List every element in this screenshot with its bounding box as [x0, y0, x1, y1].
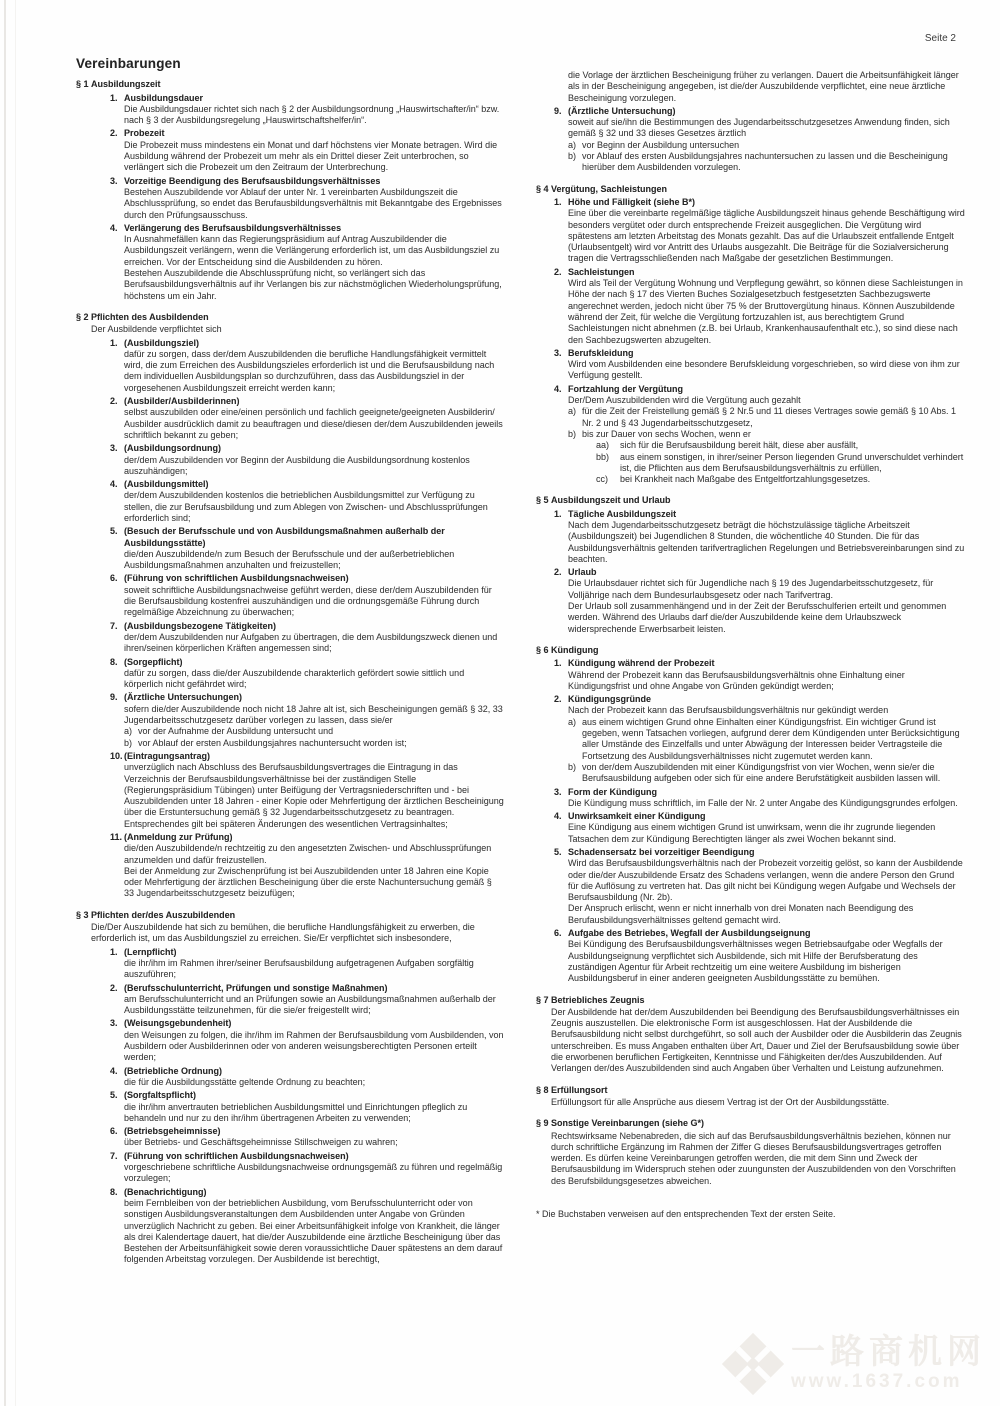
paragraph: Wird vom Ausbildenden eine besondere Berufskleidung vorgeschrieben, so wird diese von ihm zur Verfügung gestellt.	[568, 359, 960, 381]
section-heading	[536, 1085, 966, 1096]
sub-clause-body	[620, 474, 966, 485]
paragraph: Wird als Teil der Vergütung Wohnung und Verpflegung gewährt, so können diese Sachleistungen in Höhe der nach § 17 des Vierten Buches Sozialgesetzbuch festgesetzten Sachbezugswerte angerechnet werden, jedoch nicht über 75 % der Bruttovergütung hinaus. Können Auszubildende während der Zeit, für welche die Vergütung fortzuzahlen ist, aus berechtigtem Grund Sachleistungen nicht abnehmen (z.B. bei Urlaub, Krankenhausaufenthalt etc.), so sind diese nach den Sachbezugswerten abzugelten.	[568, 278, 963, 345]
sub-clause-body	[582, 717, 966, 762]
sub-clause-body	[582, 151, 966, 174]
section-paragraph-sign: § 5	[536, 495, 549, 506]
sub-clause-marker: cc)	[596, 474, 608, 485]
clause-title: (Lernpflicht)	[124, 946, 177, 957]
sub-clause-body	[138, 726, 504, 737]
clause-number: 3.	[554, 786, 562, 797]
section-intro-paragraph: Die/Der Auszubildende hat sich zu bemühen, die berufliche Handlungsfähigkeit zu erwerben, die erforderlich ist, um das Ausbildungsziel zu erreichen. Sie/Er verpflichtet sich insbesondere,	[91, 922, 475, 944]
clause-body	[568, 694, 966, 784]
clause-title: (Betriebliche Ordnung)	[124, 1065, 223, 1076]
clause-item	[110, 526, 504, 571]
paragraph: bei Krankheit nach Maßgabe des Entgeltfortzahlungsgesetzes.	[620, 474, 871, 485]
paragraph: über Betriebs- und Geschäftsgeheimnisse Stillschweigen zu wahren;	[124, 1137, 398, 1148]
clause-body	[124, 1126, 504, 1149]
paragraph: vor Ablauf der ersten Ausbildungsjahres nachuntersucht worden ist;	[138, 737, 407, 748]
clause-body	[568, 267, 966, 346]
clause-body	[124, 573, 504, 618]
clause-title: Aufgabe des Betriebes, Wegfall der Ausbildungseignung	[568, 928, 811, 939]
clause-number: 5.	[110, 1090, 118, 1101]
paragraph: Eine Kündigung aus einem wichtigen Grund ist unwirksam, wenn die ihr zugrunde liegenden Tatsachen dem zur Kündigung Berechtigten länger als zwei Wochen bekannt sind.	[568, 822, 936, 844]
clause-title: (Ausbildungsordnung)	[124, 443, 221, 454]
paragraph: sich für die Berufsausbildung bereit hält, diese aber ausfällt,	[620, 440, 859, 451]
clause-title: Verlängerung des Berufsausbildungsverhältnisses	[124, 222, 342, 233]
paragraph: den Weisungen zu folgen, die ihr/ihm im Rahmen der Berufsausbildung vom Ausbildenden, von Ausbildern oder Ausbilderinnen oder von anderen weisungsberechtigten Personen erteilt werden;	[124, 1029, 504, 1063]
clause-item	[110, 1126, 504, 1149]
clause-title: (Ärztliche Untersuchungen)	[124, 692, 243, 703]
clause-number: 5.	[554, 847, 562, 857]
sub-clause-marker: b)	[124, 737, 133, 748]
section	[76, 910, 504, 1266]
clause-number: 3.	[110, 1018, 118, 1029]
clause-item	[110, 751, 504, 830]
section-title: Pflichten der/des Auszubildenden	[91, 909, 236, 920]
paragraph: Nach der Probezeit kann das Berufsausbildungsverhältnis nur gekündigt werden	[568, 705, 889, 716]
section-title: Ausbildungszeit	[91, 79, 161, 90]
clause-number: 4.	[554, 383, 562, 394]
paragraph: die Vorlage der ärztlichen Bescheinigung früher zu verlangen. Dauert die Arbeitsunfähigkeit länger als in der Bescheinigung angegeben, ist die/der Auszubildende verpflichtet, eine neue ärztliche Bescheinigung vorzulegen.	[568, 70, 959, 103]
clause-number: 1.	[554, 658, 562, 669]
sub-clause-marker: b)	[568, 151, 577, 162]
paragraph: Die Ausbildungsdauer richtet sich nach § 2 der Ausbildungsordnung „Hauswirtschafter/in“ bzw. nach § 3 der Ausbildungsregelung „Hauswirtschaftshelfer/in“.	[124, 103, 500, 126]
paragraph: die ihr/ihm anvertrauten betrieblichen Ausbildungsmittel und Einrichtungen pfleglich zu behandeln und nur zu den ihr/ihm übertragenen Arbeiten zu verwenden;	[124, 1101, 468, 1123]
section-heading	[76, 79, 504, 90]
clause-number: 7.	[110, 620, 118, 631]
sub-clause	[596, 440, 966, 451]
section	[76, 79, 504, 302]
paragraph: Bestehen Auszubildende die Abschlussprüfung nicht, so verlängert sich das Berufsausbildungsverhältnis auf ihr Verlangen bis zur nächstmöglichen Wiederholungsprüfung, höchstens um ein Jahr.	[124, 268, 502, 301]
clause-body	[568, 197, 966, 265]
paragraph: aus einem sonstigen, in ihrer/seiner Person liegenden Grund unverschuldet verhindert ist, die Pflichten aus dem Berufsausbildungsverhältnis zu erfüllen,	[620, 451, 964, 473]
clause-item	[110, 1066, 504, 1089]
clause-body	[568, 70, 966, 104]
clause-number	[554, 70, 568, 104]
sub-clause-body	[582, 140, 966, 151]
sub-clause	[596, 474, 966, 485]
paragraph: soweit schriftliche Ausbildungsnachweise geführt werden, diese der/dem Auszubildenden für die Berufsausbildung kostenfrei auszuhändigen und die ordnungsgemäße Führung durch regelmäßige Abzeichnung zu überwachen;	[124, 584, 492, 618]
section-paragraph-sign: § 3	[76, 909, 89, 920]
paragraph: Nach dem Jugendarbeitsschutzgesetz beträgt die höchstzulässige tägliche Arbeitszeit (Ausbildungszeit) bei Jugendlichen 8 Stunden, die wöchentliche 40 Stunden. Die für das Ausbildungsverhältnis geltenden tarifvertraglichen Regelungen und Betriebsvereinbarungen sind zu beachten.	[568, 519, 965, 564]
clause-number: 2.	[554, 567, 562, 578]
section-heading	[536, 495, 966, 506]
clause-item	[110, 621, 504, 655]
paragraph: dafür zu sorgen, dass der/dem Auszubildenden die berufliche Handlungsfähigkeit vermittelt wird, die zum Erreichen des Ausbildungszieles erforderlich ist und die Berufsausbildung nach dem individuellen Ausbildungsplan so durchzuführen, dass das Ausbildungsziel in der vorgesehenen Ausbildungszeit erreicht werden kann;	[124, 348, 495, 393]
clause-title: Ausbildungsdauer	[124, 92, 204, 103]
sub-clause	[568, 151, 966, 174]
clause-number: 3.	[110, 443, 118, 454]
clause-body	[124, 657, 504, 691]
clause-body	[568, 847, 966, 926]
clause-title: Tägliche Ausbildungszeit	[568, 508, 677, 519]
clause-body	[124, 479, 504, 524]
section	[536, 184, 966, 486]
section-intro-paragraph: Der Ausbildende hat der/dem Auszubildenden bei Beendigung des Berufsausbildungsverhältnisses ein Zeugnis auszustellen. Die elektronische Form ist ausgeschlossen. Hat der Ausbildende die Berufsausbildung nicht selbst durchgeführt, so soll auch der Ausbilder oder die Ausbilderin das Zeugnis unterschreiben. Es muss Angaben enthalten über Art, Dauer und Ziel der Berufsausbildung sowie über die erworbenen beruflichen Fertigkeiten, Kenntnisse und Fähigkeiten der/des Auszubildenden. Auf Verlangen der/des Auszubildenden sind auch Angaben über Verhalten und Leistung aufzunehmen.	[551, 1006, 962, 1074]
paragraph: sofern die/der Auszubildende noch nicht 18 Jahre alt ist, sich Bescheinigungen gemäß § 32, 33 Jugendarbeitsschutzgesetz darüber vorlegen zu lassen, dass sie/er	[124, 703, 503, 726]
clause-title: Probezeit	[124, 128, 165, 139]
sub-clause	[568, 717, 966, 762]
clause-body	[124, 396, 504, 441]
paragraph: die ihr/ihm im Rahmen ihrer/seiner Berufsausbildung aufgetragenen Aufgaben sorgfältig auszuführen;	[124, 957, 474, 980]
clause-title: Kündigungsgründe	[568, 694, 651, 705]
section-heading	[76, 312, 504, 323]
clause-number: 4.	[110, 1065, 118, 1076]
paragraph: soweit auf sie/ihn die Bestimmungen des Jugendarbeitsschutzgesetzes Anwendung finden, sich gemäß § 32 und 33 dieses Gesetzes ärztlich	[568, 117, 950, 139]
sub-clause-body	[582, 762, 966, 785]
sub-clause-marker: a)	[568, 406, 577, 417]
clause-item	[110, 1090, 504, 1124]
clause-title: Form der Kündigung	[568, 786, 657, 797]
clause-number: 11.	[110, 832, 123, 842]
clause-body	[124, 443, 504, 477]
clause-number: 4.	[110, 222, 118, 233]
clause-item	[110, 1151, 504, 1185]
watermark-site-name: 一路商机网	[791, 1333, 986, 1371]
clause-title: Berufskleidung	[568, 347, 634, 358]
clause-number: 8.	[110, 656, 118, 667]
sub-clause	[596, 452, 966, 475]
section-paragraph-sign: § 4	[536, 183, 549, 194]
section-title: Erfüllungsort	[551, 1084, 608, 1095]
paragraph: die/den Auszubildende/n rechtzeitig zu den angesetzten Zwischen- und Abschlussprüfungen anzumelden und dafür freizustellen.	[124, 843, 492, 865]
sub-clause-body	[582, 406, 966, 429]
clause-item	[110, 1018, 504, 1063]
clause-title: Fortzahlung der Vergütung	[568, 383, 683, 394]
clause-body	[124, 93, 504, 127]
clause-number: 6.	[110, 1126, 118, 1137]
clause-body	[124, 947, 504, 981]
clause-body	[124, 223, 504, 302]
clause-body	[124, 832, 504, 900]
section-intro-paragraph: Der Ausbildende verpflichtet sich	[91, 324, 222, 335]
clause-number: 7.	[110, 1150, 118, 1161]
clause-title: (Ausbildungsziel)	[124, 337, 199, 348]
clause-title: Kündigung während der Probezeit	[568, 658, 715, 669]
clause-title: (Ausbildungsbezogene Tätigkeiten)	[124, 620, 277, 631]
clause-body	[568, 787, 966, 810]
paragraph: vorgeschriebene schriftliche Ausbildungsnachweise ordnungsgemäß zu führen und regelmäßig vorzulegen;	[124, 1162, 503, 1184]
clause-number: 5.	[110, 526, 118, 537]
clause-item	[110, 396, 504, 441]
clause-title: (Ausbildungsmittel)	[124, 479, 209, 490]
paragraph: In Ausnahmefällen kann das Regierungspräsidium auf Antrag Auszubildender die Ausbildungszeit verlängern, wenn die Verlängerung erforderlich ist, um das Ausbildungsziel zu erreichen. Vor der Entscheidung sind die Ausbildenden zu hören.	[124, 234, 500, 267]
paragraph: vor der Aufnahme der Ausbildung untersucht und	[138, 726, 334, 737]
watermark-logo-icon	[722, 1333, 784, 1395]
section-title: Pflichten des Ausbildenden	[91, 311, 209, 322]
sub-clause-body	[138, 738, 504, 749]
clause-body	[124, 1066, 504, 1089]
clause-number: 9.	[110, 692, 118, 703]
section-paragraph-sign: § 2	[76, 311, 89, 322]
watermark-url: www.1637.com	[791, 1371, 963, 1392]
clause-number: 3.	[110, 175, 118, 186]
clause-body	[124, 128, 504, 173]
paragraph: Bei der Anmeldung zur Zwischenprüfung ist bei Auszubildenden unter 18 Jahren eine Kopie oder Mehrfertigung der ärztlichen Bescheinigung über die erste Nachuntersuchung gemäß § 33 Jugendarbeitsschutzgesetz beizufügen;	[124, 865, 492, 899]
clause-number: 8.	[110, 1186, 118, 1197]
paragraph: Bestehen Auszubildende vor Ablauf der unter Nr. 1 vereinbarten Ausbildungszeit die Abschlussprüfung, so endet das Berufausbildungsverhältnis mit Bekanntgabe des Ergebnisses durch den Prüfungsausschuss.	[124, 186, 502, 220]
clause-number: 2.	[554, 266, 562, 277]
clause-title: (Sorgfaltspflicht)	[124, 1090, 196, 1101]
paragraph: Der/Dem Auszubildenden wird die Vergütung auch gezahlt	[568, 395, 801, 406]
section	[536, 495, 966, 635]
paragraph: aus einem wichtigen Grund ohne Einhalten einer Kündigungsfrist. Ein wichtiger Grund ist gegeben, wenn Tatsachen vorliegen, aufgrund derer dem Kündigenden unter Berücksichtigung aller Umstände des Einzelfalls und unter Abwägung der Interessen beider Vertragsteile die Fortsetzung des Ausbildungsverhältnisses nicht zugemutet werden kann.	[582, 716, 960, 761]
paragraph: Bei Kündigung des Berufsausbildungsverhältnisses wegen Betriebsaufgabe oder Wegfalls der Ausbildungseignung verpflichtet sich Ausbildende, sich mit Hilfe der Berufsberatung des zuständigen Agentur für Arbeit rechtzeitig um eine weitere Ausbildung im bisherigen Ausbildungsberuf in einer anderen geeigneten Ausbildungsstätte zu bemühen.	[568, 939, 943, 984]
paragraph: der/dem Auszubildenden kostenlos die betrieblichen Ausbildungsmittel zur Verfügung zu stellen, die zur Berufsausbildung und zum Ablegen von Zwischen- und Abschlussprüfungen erforderlich sind;	[124, 490, 488, 523]
section	[536, 645, 966, 985]
clause-item	[110, 692, 504, 748]
clause-body	[568, 658, 966, 692]
paragraph: Die Probezeit muss mindestens ein Monat und darf höchstens vier Monate betragen. Wird die Ausbildung während der Probezeit um mehr als ein Drittel dieser Zeit unterbrochen, so verlängert sich die Probezeit um den Zeitraum der Unterbrechung.	[124, 139, 498, 173]
clause-body	[124, 176, 504, 221]
section	[536, 1118, 966, 1187]
clause-item	[110, 223, 504, 302]
clause-body	[124, 338, 504, 394]
clause-number: 4.	[110, 479, 118, 490]
paragraph: vor Beginn der Ausbildung untersuchen	[582, 139, 740, 150]
paragraph: Während der Probezeit kann das Berufsausbildungsverhältnis ohne Einhaltung einer Kündigungsfrist und ohne Angabe von Gründen gekündigt werden;	[568, 669, 905, 691]
paragraph: unverzüglich nach Abschluss des Berufsausbildungsvertrages die Eintragung in das Verzeichnis der Berufsausbildungsverhältnisse bei der zuständigen Stelle (Regierungspräsidium Tübingen) unter Beifügung der Vertragsniederschriften und - bei Auszubildenden unter 18 Jahren - einer Kopie oder Mehrfertigung der ärztlichen Bescheinigung über die Erstuntersuchung gemäß § 32 Jugendarbeitsschutzgesetz zu beantragen. Entsprechendes gilt bei späteren Änderungen des wesentlichen Vertragsinhaltes;	[124, 762, 504, 829]
page-number: Seite 2	[924, 33, 956, 44]
clause-body	[568, 811, 966, 845]
clause-body	[124, 983, 504, 1017]
clause-body	[568, 509, 966, 565]
scan-edge-line	[4, 0, 6, 1406]
clause-item	[110, 657, 504, 691]
clause-number: 9.	[554, 105, 562, 116]
clause-item	[110, 573, 504, 618]
clause-item	[554, 384, 966, 486]
section-heading	[536, 645, 966, 656]
sub-clause-body	[620, 440, 966, 451]
clause-body	[568, 384, 966, 486]
section-intro-paragraph: Erfüllungsort für alle Ansprüche aus diesem Vertrag ist der Ort der Ausbildungsstätte.	[551, 1096, 890, 1107]
section	[76, 312, 504, 900]
sub-clause-marker: bb)	[596, 451, 610, 462]
sub-clause-body	[582, 429, 966, 485]
clause-title: (Ärztliche Untersuchung)	[568, 105, 676, 116]
clause-item	[554, 787, 966, 810]
clause-body	[568, 567, 966, 635]
sub-clause	[568, 406, 966, 429]
clause-item	[554, 106, 966, 174]
paragraph: selbst auszubilden oder eine/einen persönlich und fachlich geeignete/geeigneten Ausbilderin/ Ausbilder ausdrücklich damit zu beauftragen und diese/diesen der/dem Auszubildenden jeweils schriftlich bekannt zu geben;	[124, 407, 503, 440]
paragraph: Der Anspruch erlischt, wenn er nicht innerhalb von drei Monaten nach Beendigung des Berufausbildungsverhältnisses geltend gemacht wird.	[568, 903, 914, 925]
paragraph: dafür zu sorgen, dass die/der Auszubildende charakterlich gefördert sowie sittlich und körperlich nicht gefährdet wird;	[124, 667, 465, 690]
clause-number: 4.	[554, 811, 562, 822]
paragraph: Der Urlaub soll zusammenhängend und in der Zeit der Berufsschulferien erteilt und genommen werden. Während des Urlaubs darf die/der Auszubildende keine dem Urlaubszweck widersprechende Erwerbsarbeit leisten.	[568, 601, 947, 634]
clause-item	[110, 338, 504, 394]
clause-number: 2.	[110, 128, 118, 139]
clause-title: Schadensersatz bei vorzeitiger Beendigung	[568, 847, 755, 857]
paragraph: der/dem Auszubildenden nur Aufgaben zu übertragen, die dem Ausbildungszweck dienen und ihren/seinen körperlichen Kräften angemessen sind;	[124, 631, 498, 654]
clause-item	[110, 443, 504, 477]
clause-number: 2.	[110, 982, 118, 993]
watermark-text	[791, 1334, 986, 1394]
sub-clause-marker: a)	[568, 139, 577, 150]
clause-number: 1.	[554, 196, 562, 207]
clause-body	[568, 106, 966, 174]
section-paragraph-sign: § 1	[76, 79, 89, 90]
clause-number: 2.	[110, 396, 118, 407]
sub-clause-marker: a)	[568, 716, 577, 727]
section-heading	[536, 1118, 966, 1129]
clause-item	[554, 928, 966, 984]
paragraph: von der/dem Auszubildenden mit einer Kündigungsfrist von vier Wochen, wenn sie/er die Berufsausbildung aufgeben oder sich für eine andere Berufstätigkeit ausbilden lassen will.	[582, 761, 941, 784]
clause-body	[568, 928, 966, 984]
clause-item	[110, 93, 504, 127]
clause-item	[554, 847, 966, 926]
clause-body	[124, 621, 504, 655]
clause-item	[554, 509, 966, 565]
sub-clause	[568, 429, 966, 485]
clause-title: Unwirksamkeit einer Kündigung	[568, 811, 706, 822]
section-heading	[536, 184, 966, 195]
paragraph: die für die Ausbildungsstätte geltende Ordnung zu beachten;	[124, 1076, 366, 1087]
section-paragraph-sign: § 6	[536, 644, 549, 655]
clause-item	[110, 479, 504, 524]
clause-title: (Ausbilder/Ausbilderinnen)	[124, 396, 240, 407]
clause-title: Vorzeitige Beendigung des Berufsausbildungsverhältnisses	[124, 175, 381, 186]
sub-clause-marker: a)	[124, 726, 133, 737]
clause-title: (Anmeldung zur Prüfung)	[124, 832, 233, 842]
section-paragraph-sign: § 9	[536, 1118, 549, 1129]
clause-item	[110, 1187, 504, 1266]
sub-clause	[124, 726, 504, 737]
clause-item	[554, 197, 966, 265]
clause-item	[554, 811, 966, 845]
clause-item	[554, 694, 966, 784]
clause-title: (Weisungsgebundenheit)	[124, 1018, 232, 1029]
paragraph: der/dem Auszubildenden vor Beginn der Ausbildung die Ausbildungsordnung kostenlos auszuhändigen;	[124, 454, 470, 476]
clause-number: 2.	[554, 694, 562, 705]
section-intro-paragraph: Rechtswirksame Nebenabreden, die sich auf das Berufsausbildungsverhältnis beziehen, können nur durch schriftliche Ergänzung im Rahmen der Ziffer G dieses Berufsausbildungsvertrages getroffen werden. Es dürfen keine Vereinbarungen getroffen werden, die mit dem Sinn und Zweck der Berufsausbildung im Widerspruch stehen oder zuungunsten der Auszubildenden von den Vorschriften des Berufsbildungsgesetzes abweichen.	[551, 1130, 956, 1186]
clause-number: 1.	[110, 337, 118, 348]
paragraph: die/den Auszubildende/n zum Besuch der Berufsschule und der außerbetrieblichen Ausbildungsmaßnahmen anzuhalten und freizustellen;	[124, 548, 455, 571]
clause-number: 1.	[110, 946, 118, 957]
sub-clause	[124, 738, 504, 749]
clause-item	[554, 348, 966, 382]
right-column	[536, 68, 966, 1220]
clause-body	[124, 1018, 504, 1063]
section-title: Sonstige Vereinbarungen (siehe G*)	[551, 1118, 705, 1129]
clause-item	[554, 267, 966, 346]
clause-item	[110, 128, 504, 173]
clause-number: 6.	[110, 573, 118, 584]
clause-item	[554, 70, 966, 104]
paragraph: Wird das Berufsausbildungsverhältnis nach der Probezeit vorzeitig gelöst, so kann der Ausbildende oder die/der Auszubildende Ersatz des Schadens verlangen, wenn die andere Person den Grund für die Auflösung zu vertreten hat. Das gilt nicht bei Kündigung wegen Aufgabe und Wechsels der Berufsausbildung (Nr. 2b).	[568, 858, 963, 903]
section-heading	[76, 910, 504, 921]
clause-body	[124, 1187, 504, 1266]
clause-body	[124, 526, 504, 571]
paragraph: Die Kündigung muss schriftlich, im Falle der Nr. 2 unter Angabe des Kündigungsgrundes erfolgen.	[568, 797, 958, 808]
clause-title: (Benachrichtigung)	[124, 1186, 207, 1197]
clause-item	[110, 983, 504, 1017]
clause-title: Höhe und Fälligkeit (siehe B*)	[568, 196, 696, 207]
clause-number: 1.	[554, 508, 562, 519]
section-heading	[536, 995, 966, 1006]
section-paragraph-sign: § 7	[536, 994, 549, 1005]
sub-clause	[568, 762, 966, 785]
clause-number: 10.	[110, 750, 123, 761]
scan-edge-line-faint	[15, 0, 16, 1406]
clause-body	[124, 692, 504, 748]
clause-body	[124, 1151, 504, 1185]
sub-clause-marker: aa)	[596, 440, 610, 451]
clause-title: (Eintragungsantrag)	[124, 750, 211, 761]
clause-item	[110, 947, 504, 981]
paragraph: bis zur Dauer von sechs Wochen, wenn er	[582, 428, 751, 439]
footnote: * Die Buchstaben verweisen auf den entsprechenden Text der ersten Seite.	[536, 1209, 836, 1220]
section-paragraph-sign: § 8	[536, 1084, 549, 1095]
paragraph: vor Ablauf des ersten Ausbildungsjahres nachuntersuchen zu lassen und die Bescheinigung hierüber dem Ausbildenden vorzulegen.	[582, 151, 948, 173]
clause-item	[110, 176, 504, 221]
clause-title: (Besuch der Berufsschule und von Ausbildungsmaßnahmen außerhalb der Ausbildungsstätte)	[124, 526, 445, 548]
clause-item	[110, 832, 504, 900]
sub-clause-marker: b)	[568, 428, 577, 439]
clause-title: (Sorgepflicht)	[124, 656, 183, 667]
section	[536, 1085, 966, 1109]
paragraph: für die Zeit der Freistellung gemäß § 2 Nr.5 und 11 dieses Vertrages sowie gemäß § 10 Abs. 1 Nr. 2 und § 43 Jugendarbeitsschutzgesetz,	[582, 406, 957, 428]
clause-number: 6.	[554, 928, 562, 939]
clause-title: Urlaub	[568, 567, 597, 578]
clause-body	[568, 348, 966, 382]
paragraph: am Berufsschulunterricht und an Prüfungen sowie an Ausbildungsmaßnahmen außerhalb der Ausbildungsstätte teilzunehmen, für die sie/er freigestellt wird;	[124, 993, 496, 1016]
section-continuation	[536, 70, 966, 174]
clause-title: (Führung von schriftlichen Ausbildungsnachweisen)	[124, 573, 349, 584]
paragraph: Die Urlaubsdauer richtet sich für Jugendliche nach § 19 des Jugendarbeitsschutzgesetz, für Volljährige nach dem Bundesurlaubsgesetz oder nach Tarifvertrag.	[568, 578, 934, 600]
clause-title: (Betriebsgeheimnisse)	[124, 1126, 221, 1137]
watermark	[731, 1334, 986, 1394]
clause-title: (Führung von schriftlichen Ausbildungsnachweisen)	[124, 1150, 349, 1161]
clause-number: 1.	[110, 92, 118, 103]
clause-title: (Berufsschulunterricht, Prüfungen und sonstige Maßnahmen)	[124, 982, 388, 993]
section	[536, 995, 966, 1075]
clause-item	[554, 658, 966, 692]
paragraph: Eine über die vereinbarte regelmäßige tägliche Ausbildungszeit hinaus gehende Beschäftigung wird besonders vergütet oder durch entsprechende Freizeit ausgeglichen. Die Vergütung wird spätestens am letzten Arbeitstag des Monats gezahlt. Das auf die Urlaubszeit entfallende Entgelt (Urlaubsentgelt) wird vor Antritt des Urlaubs ausgezahlt. Die Beiträge für die Sozialversicherung tragen die Vertragsschließenden nach Maßgabe der gesetzlichen Bestimmungen.	[568, 208, 965, 264]
section-title: Kündigung	[551, 644, 599, 655]
clause-item	[554, 567, 966, 635]
section-title: Betriebliches Zeugnis	[551, 994, 645, 1005]
clause-body	[124, 1090, 504, 1124]
sub-clause	[568, 140, 966, 151]
document-title: Vereinbarungen	[76, 56, 181, 71]
sub-clause-marker: b)	[568, 761, 577, 772]
section-title: Ausbildungszeit und Urlaub	[551, 495, 671, 506]
paragraph: beim Fernbleiben von der betrieblichen Ausbildung, vom Berufsschulunterricht oder von sonstigen Ausbildungsveranstaltungen dem Ausbildenden unter Angabe von Gründen unverzüglich Nachricht zu geben. Bei einer Arbeitsunfähigkeit infolge von Krankheit, die länger als drei Kalendertage dauert, hat die/der Auszubildende eine ärztliche Bescheinigung über das Bestehen der Arbeitsunfähigkeit sowie deren voraussichtliche Dauer spätestens an dem darauf folgenden Arbeitstag vorzulegen. Der Ausbildende ist berechtigt,	[124, 1197, 503, 1265]
sub-clause-body	[620, 452, 966, 475]
clause-number: 3.	[554, 347, 562, 358]
section-title: Vergütung, Sachleistungen	[551, 183, 668, 194]
clause-title: Sachleistungen	[568, 266, 635, 277]
left-column	[76, 58, 504, 1266]
clause-body	[124, 751, 504, 830]
